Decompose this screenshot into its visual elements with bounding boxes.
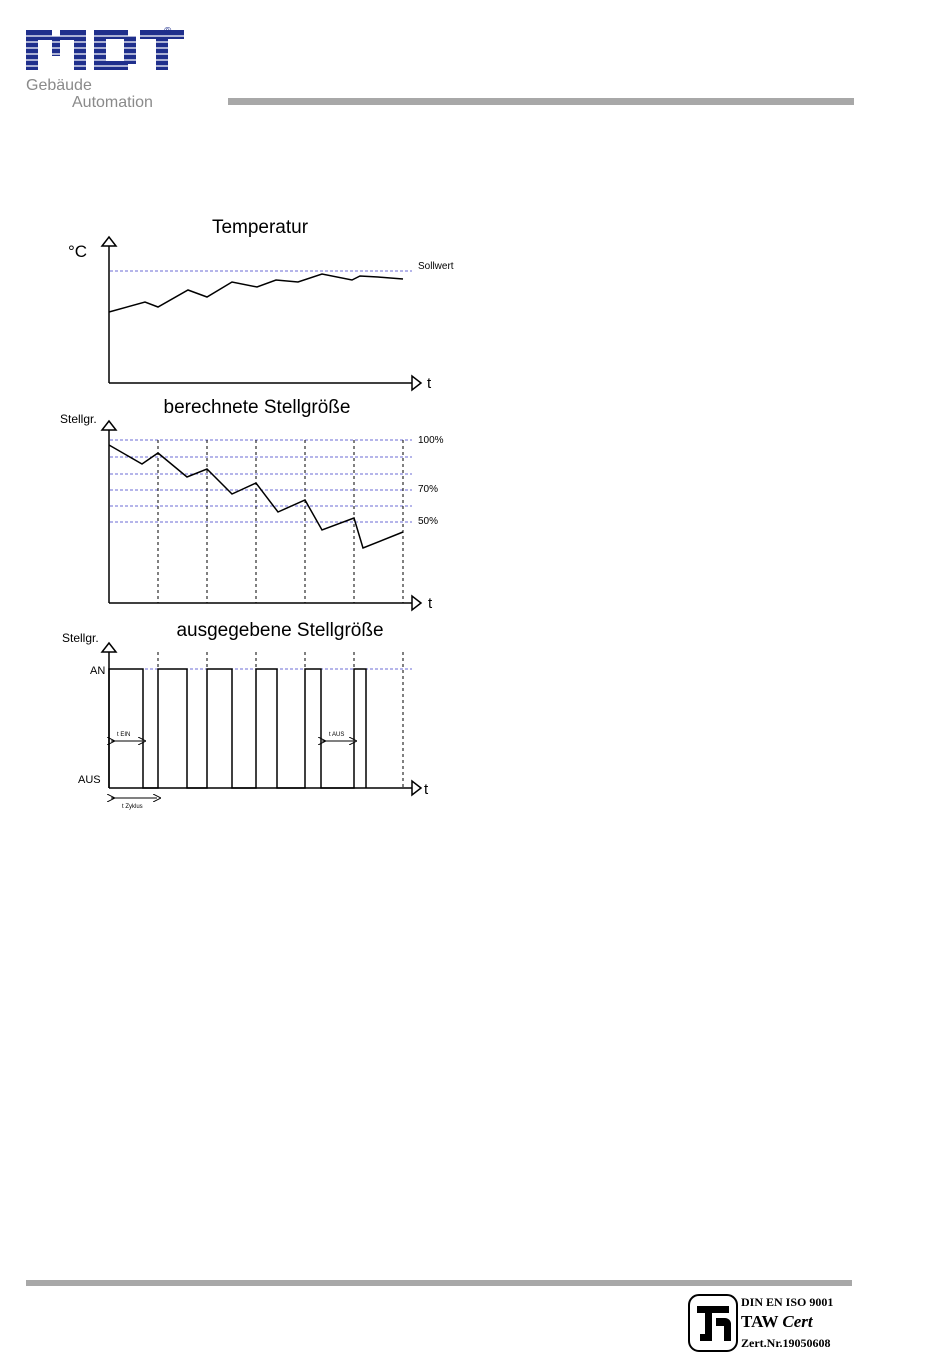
- header-divider: [228, 98, 854, 105]
- output-off-label: AUS: [78, 774, 101, 786]
- taw-cert-logo: [688, 1294, 738, 1352]
- level-70-label: 70%: [418, 484, 439, 495]
- level-100-label: 100%: [418, 435, 444, 446]
- calculated-axes: [102, 421, 421, 610]
- logo-line-gebaeude: Gebäude: [26, 77, 92, 94]
- certification-block: [688, 1293, 858, 1353]
- cert-taw: TAW: [741, 1312, 779, 1331]
- output-pwm-signal: [109, 669, 366, 788]
- footer-divider: [26, 1280, 852, 1286]
- t-off-label: t AUS: [329, 732, 345, 738]
- level-50-label: 50%: [418, 516, 439, 527]
- output-on-label: AN: [90, 665, 106, 677]
- output-axes: [102, 643, 421, 795]
- calculated-title: berechnete Stellgröße: [163, 397, 351, 418]
- cert-number: Zert.Nr.19050608: [741, 1336, 831, 1350]
- calculated-y-label: Stellgr.: [60, 412, 97, 426]
- temperature-title: Temperatur: [211, 217, 309, 238]
- temperature-curve: [109, 274, 403, 312]
- calculated-level-lines: [110, 440, 412, 522]
- cert-cert: Cert: [782, 1312, 813, 1331]
- controller-timing-figure: [55, 205, 465, 815]
- cert-taw-line: [741, 1312, 813, 1332]
- t-cycle-label: t Zyklus: [122, 804, 143, 810]
- temperature-x-label: t: [427, 375, 432, 392]
- temperature-y-label: °C: [68, 242, 88, 261]
- setpoint-label: Sollwert: [418, 261, 454, 272]
- logo-line-automation: Automation: [72, 94, 153, 111]
- mdt-logo: [24, 24, 184, 76]
- cert-iso-line: DIN EN ISO 9001: [741, 1295, 834, 1309]
- output-y-label: Stellgr.: [62, 631, 99, 645]
- calculated-x-label: t: [428, 595, 433, 612]
- temperature-axes: [102, 237, 421, 390]
- output-x-label: t: [424, 781, 429, 798]
- registered-mark: ®: [164, 26, 172, 37]
- output-title: ausgegebene Stellgröße: [176, 620, 384, 641]
- t-on-label: t EIN: [117, 732, 131, 738]
